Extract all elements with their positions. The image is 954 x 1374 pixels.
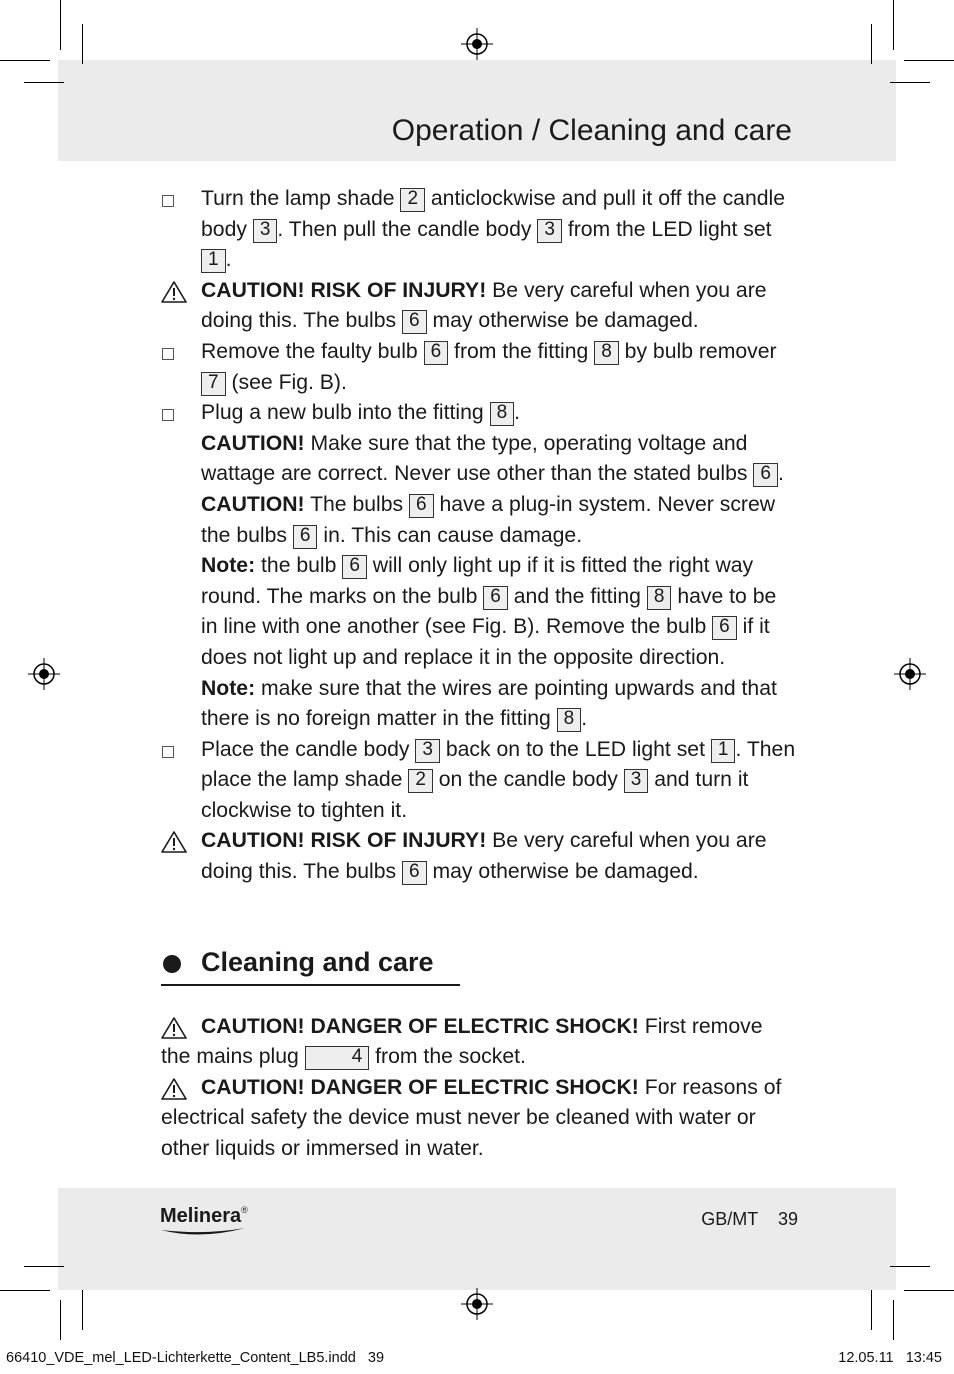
emphasis-label: CAUTION! DANGER OF ELECTRIC SHOCK! [201, 1014, 639, 1038]
square-bullet-icon [161, 184, 191, 217]
body-text: back on to the LED light set [439, 737, 711, 761]
square-bullet-icon [161, 735, 191, 768]
crop-mark [904, 1290, 954, 1291]
body-text: . Then pull the candle body [277, 217, 538, 241]
body-text: Be very careful when you are doing this. The bulbs [201, 829, 767, 884]
part-number-badge: 6 [342, 555, 367, 579]
body-text: For reasons of electrical safety the device must never be cleaned with water or other liquids or immersed in water. [161, 1075, 782, 1161]
footer-bar [58, 1188, 896, 1290]
body-text: . [777, 462, 784, 486]
part-number-badge: 3 [253, 219, 278, 243]
body-text: and the fitting [507, 584, 647, 608]
crop-mark [82, 24, 83, 64]
body-text: Remove the faulty bulb [201, 339, 424, 363]
crop-mark [60, 0, 61, 50]
crop-mark [890, 1266, 930, 1267]
body-text: make sure that the wires are pointing upwards and that there is no foreign matter in the fitting [201, 676, 777, 731]
crop-mark [82, 1290, 83, 1330]
body-text: and turn it clockwise to tighten it. [201, 768, 749, 822]
part-number-badge: 8 [594, 341, 619, 365]
emphasis-label: CAUTION! DANGER OF ELECTRIC SHOCK! [201, 1075, 639, 1099]
crop-mark [871, 1290, 872, 1330]
crop-mark [60, 1300, 61, 1340]
page-title: Operation / Cleaning and care [391, 114, 792, 147]
part-number-badge: 6 [409, 494, 434, 518]
body-text: may otherwise be damaged. [426, 860, 699, 884]
body-text: have to be in line with one another (see Fig. B). Remove the bulb [201, 584, 777, 639]
emphasis-label: Note: [201, 676, 256, 700]
body-text: First remove the mains plug [161, 1014, 763, 1069]
body-text: . [581, 707, 588, 731]
part-number-badge: 3 [624, 769, 649, 793]
crop-mark [0, 1290, 50, 1291]
brand-swoosh-icon [160, 1226, 246, 1238]
crop-mark [0, 60, 50, 61]
section-heading [161, 944, 797, 986]
part-number-badge: 3 [537, 219, 562, 243]
part-number-badge: 6 [483, 586, 508, 610]
body-text: have a plug-in system. Never screw the bulbs [201, 492, 776, 547]
item-text [201, 279, 767, 333]
part-number-badge: 8 [647, 586, 672, 610]
square-bullet-icon [161, 337, 191, 370]
part-number-badge: 8 [557, 708, 582, 732]
item-text [201, 340, 777, 394]
page-number: GB/MT 39 [701, 1209, 798, 1229]
registration-mark-icon [894, 658, 926, 690]
list-item [161, 735, 797, 827]
warning-item [161, 826, 797, 887]
body-text: by bulb remover [618, 339, 777, 363]
crop-mark [893, 0, 894, 50]
body-text: . [514, 401, 521, 425]
list-item [161, 184, 797, 276]
part-number-badge: 1 [711, 739, 736, 763]
registered-mark: ® [241, 1205, 248, 1215]
part-number-badge: 1 [201, 249, 226, 273]
emphasis-label: CAUTION! RISK OF INJURY! [201, 829, 487, 853]
safety-warnings [161, 1012, 797, 1165]
warning-item [161, 276, 797, 337]
part-number-badge: 8 [490, 402, 515, 426]
body-text: may otherwise be damaged. [426, 309, 699, 333]
registration-mark-icon [461, 28, 493, 60]
date-slug: 12.05.11 13:45 [838, 1350, 942, 1366]
crop-mark [24, 1266, 64, 1267]
instruction-list [161, 184, 797, 888]
body-text: in. This can cause damage. [317, 523, 583, 547]
filled-circle-icon [163, 955, 181, 973]
item-text [201, 738, 795, 822]
registration-mark-icon [28, 658, 60, 690]
square-bullet-icon [161, 398, 191, 431]
body-text: the bulb [255, 554, 343, 578]
warning-triangle-icon [161, 1078, 187, 1100]
brand-logo [160, 1205, 248, 1228]
body-text: from the fitting [448, 339, 595, 363]
part-number-badge: 2 [400, 188, 425, 212]
body-text: from the LED light set [561, 217, 772, 241]
body-text: Place the candle body [201, 737, 416, 761]
part-number-badge: 2 [408, 769, 433, 793]
item-text [201, 829, 767, 883]
warning-triangle-icon [161, 1017, 187, 1039]
part-number-badge: 6 [424, 341, 449, 365]
part-number-badge: 7 [201, 372, 226, 396]
registration-mark-icon [461, 1288, 493, 1320]
heading-underline [161, 984, 460, 986]
crop-mark [893, 1300, 894, 1340]
emphasis-label: CAUTION! RISK OF INJURY! [201, 278, 487, 302]
item-text [201, 401, 784, 730]
body-text: will only light up if it is fitted the right way round. The marks on the bulb [201, 554, 754, 608]
body-text: Turn the lamp shade [201, 187, 401, 210]
body-text: The bulbs [304, 492, 410, 516]
brand-name: Melinera [160, 1205, 242, 1227]
part-number-badge: 6 [402, 861, 427, 885]
part-number-badge: 4 [305, 1046, 370, 1070]
item-text [201, 187, 785, 271]
body-text: Plug a new bulb into the fitting [201, 401, 490, 425]
emphasis-label: CAUTION! [201, 431, 305, 455]
body-text: from the socket. [369, 1045, 526, 1069]
list-item [161, 337, 797, 398]
part-number-badge: 3 [415, 739, 440, 763]
crop-mark [904, 60, 954, 61]
crop-mark [890, 82, 930, 83]
warning-paragraph [161, 1073, 797, 1165]
emphasis-label: Note: [201, 554, 256, 578]
part-number-badge: 6 [753, 463, 778, 487]
main-content [161, 184, 797, 1165]
body-text: (see Fig. B). [225, 370, 347, 394]
emphasis-label: CAUTION! [201, 492, 305, 516]
crop-mark [871, 24, 872, 64]
body-text: Be very careful when you are doing this. The bulbs [201, 278, 767, 333]
body-text: . Then place the lamp shade [201, 737, 796, 792]
crop-mark [24, 82, 64, 83]
body-text: if it does not light up and replace it in the opposite direction. [201, 615, 770, 669]
warning-paragraph [161, 1012, 797, 1073]
part-number-badge: 6 [712, 616, 737, 640]
body-text: anticlockwise and pull it off the candle body [201, 187, 786, 241]
body-text: Make sure that the type, operating voltage and wattage are correct. Never use other than the stated bulbs [201, 431, 754, 486]
list-item [161, 398, 797, 735]
part-number-badge: 6 [402, 310, 427, 334]
file-slug: 66410_VDE_mel_LED-Lichterkette_Content_LB5.indd 39 [6, 1350, 385, 1366]
body-text: . [225, 248, 232, 272]
section-heading-text: Cleaning and care [201, 946, 434, 977]
part-number-badge: 6 [293, 525, 318, 549]
body-text: on the candle body [432, 768, 624, 792]
